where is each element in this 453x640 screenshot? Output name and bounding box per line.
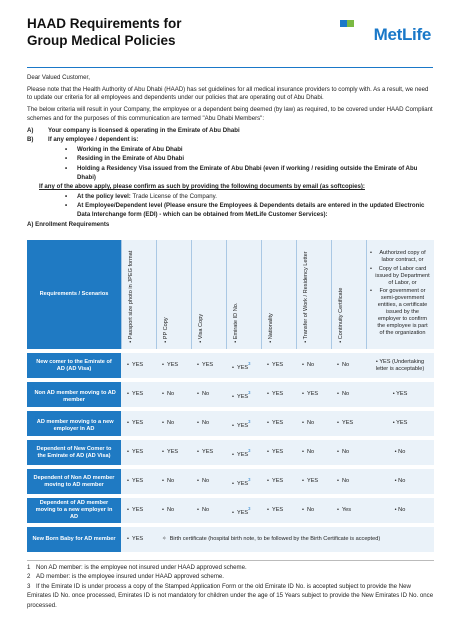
table-cell: • YES <box>121 436 156 465</box>
table-header-row <box>27 240 434 349</box>
col-header-photo: • Passport size photo in JPEG format <box>121 240 156 349</box>
col-header-labor-documents <box>366 240 434 349</box>
table-cell: • YES <box>121 523 156 552</box>
table-cell: • YES <box>191 436 226 465</box>
table-cell: • YES <box>156 436 191 465</box>
corner-header: Requirements / Scenarios <box>27 240 121 349</box>
footnote-ref: 1 <box>32 386 35 391</box>
letter-body <box>27 74 434 230</box>
table-cell: • YES <box>261 494 296 523</box>
table-cell: • No <box>331 378 366 407</box>
table-cell: • YES$^3$ <box>226 494 261 523</box>
criterion-a: A) Your company is licensed & operating in the Emirate of Abu Dhabi <box>27 126 240 134</box>
col-header-pp-copy: • PP Copy <box>156 240 191 349</box>
table-cell: • YES <box>156 349 191 378</box>
table-cell: • YES <box>261 436 296 465</box>
criterion-b-item-3: • Holding a Residency Visa issued from the Emirate of Abu Dhabi (even if working / residing outside the Emirate of Abu Dhabi) <box>65 164 418 181</box>
title-line-2: Group Medical Policies <box>27 33 176 48</box>
table-cell: • YES <box>366 407 434 436</box>
footnote-3: 3 If the Emirate ID is under process a copy of the Stamped Application Form or the old Emirate ID No. is accepted subject to provide the New Emirates ID No. once processed, Emirates ID is not mandatory for children under the age of 15 Years subject to provide the New Emirates ID No. once processed. <box>27 582 434 609</box>
table-cell: • YES <box>191 349 226 378</box>
requirements-table <box>27 240 434 552</box>
footnote-2: 2 AD member: is the employee insured under HAAD approved scheme. <box>27 573 224 581</box>
table-cell: • YES <box>366 378 434 407</box>
table-cell: • No <box>366 465 434 494</box>
metlife-blue-square-icon <box>339 14 357 32</box>
table-cell: • No <box>366 494 434 523</box>
table-row <box>27 465 434 494</box>
newborn-note: ✧ Birth certificate (hospital birth note, to be followed by the Birth Certificate is accepted) <box>156 523 434 552</box>
table-row-newborn <box>27 523 434 552</box>
footnote-ref: 3 <box>248 360 251 366</box>
row-label: Dependent of Non AD member moving to AD member <box>27 465 121 494</box>
table-cell: • No <box>191 407 226 436</box>
footnote-ref: 2 <box>34 415 37 420</box>
table-cell: • YES <box>121 378 156 407</box>
table-row <box>27 407 434 436</box>
table-cell: • No <box>366 436 434 465</box>
table-cell: • No <box>296 494 331 523</box>
table-row <box>27 378 434 407</box>
page-header <box>0 0 453 62</box>
table-cell: • YES <box>121 349 156 378</box>
table-cell: • YES <box>261 407 296 436</box>
table-cell: • YES <box>261 378 296 407</box>
col-header-nationality: • Nationality <box>261 240 296 349</box>
table-cell: • YES$^3$ <box>226 378 261 407</box>
footnote-ref: 3 <box>248 447 251 453</box>
metlife-logo <box>339 14 431 50</box>
policy-level-item: • At the policy level: Trade License of the Company. <box>65 192 217 200</box>
row-label: $^1$Non AD member moving to AD member <box>27 378 121 407</box>
employee-level-item: • At Employee/Dependent level (Please ensure the Employees & Dependents details are entered in the updated Electronic Data Interchange form (EDI) - which can be obtained from MetLife Customer Services): <box>65 202 425 218</box>
table-cell: • No <box>156 494 191 523</box>
table-cell: • No <box>296 349 331 378</box>
table-row <box>27 349 434 378</box>
table-cell: • No <box>331 465 366 494</box>
header-divider <box>27 67 433 68</box>
table-cell: • No <box>191 494 226 523</box>
row-label: New Born Baby for AD member <box>27 523 121 552</box>
row-label: Dependent of New Comer to the Emirate of AD (AD Visa) <box>27 436 121 465</box>
table-cell: • No <box>156 407 191 436</box>
table-row <box>27 494 434 523</box>
table-cell: • No <box>191 465 226 494</box>
salutation: Dear Valued Customer, <box>27 74 90 81</box>
table-cell: • No <box>296 436 331 465</box>
col-header-visa-copy: • Visa Copy <box>191 240 226 349</box>
table-cell: • No <box>296 407 331 436</box>
footnotes <box>27 560 434 610</box>
table-body <box>27 349 434 523</box>
logo-text: MetLife <box>373 25 431 44</box>
col-header-transfer-letter: • Transfer of Work / Residency Letter <box>296 240 331 349</box>
table-cell: • YES <box>331 407 366 436</box>
table-cell: • YES <box>261 349 296 378</box>
table-cell: • YES <box>121 407 156 436</box>
table-cell: • No <box>156 465 191 494</box>
table-cell: • YES$^3$ <box>226 436 261 465</box>
section-heading: A) Enrollment Requirements <box>27 221 110 229</box>
table-cell: • No <box>156 378 191 407</box>
footnote-ref: 3 <box>248 418 251 424</box>
criterion-b: B) If any employee / dependent is: <box>27 136 139 144</box>
row-label: Dependent of AD member moving to a new employer in AD <box>27 494 121 523</box>
footnote-ref: 3 <box>248 505 251 511</box>
col-header-continuity-certificate: • Continuity Certificate <box>331 240 366 349</box>
paragraph-2: The below criteria will result in your Company, the employee or a dependent being deemed (by law) as required, to be covered under HAAD Compliant schemes and for the purposes of this communication are termed "Abu Dhabi Members": <box>27 106 433 122</box>
title-line-1: HAAD Requirements for <box>27 16 182 31</box>
row-label: New comer to the Emirate of AD (AD Visa) <box>27 349 121 378</box>
table-cell: • YES <box>121 494 156 523</box>
labor-doc-item: • Copy of Labor card issued by Department of Labor, or <box>375 266 430 287</box>
paragraph-1: Please note that the Health Authority of Abu Dhabi (HAAD) has set guidelines for all medical insurance providers to comply with. As a result, we need to update our criteria for all employees and dependents under our policies that are operating out of Abu Dhabi. <box>27 85 429 102</box>
page-title <box>27 15 287 49</box>
apply-instruction: If any of the above apply, please confirm as such by providing the following documents by email (as softcopies): <box>39 183 365 191</box>
footnote-ref: 3 <box>248 476 251 482</box>
table-cell: • YES$^3$ <box>226 407 261 436</box>
table-cell: • YES$^3$ <box>226 349 261 378</box>
table-cell: • YES$^3$ <box>226 465 261 494</box>
col-header-emirate-id: • Emirate ID No. <box>226 240 261 349</box>
table-row <box>27 436 434 465</box>
row-label: $^2$AD member moving to a new employer in AD <box>27 407 121 436</box>
table-cell: • YES <box>296 465 331 494</box>
table-cell: • No <box>331 349 366 378</box>
table-cell: • No <box>331 436 366 465</box>
table-cell: • Yes <box>331 494 366 523</box>
table-cell: • YES <box>261 465 296 494</box>
table-cell: • No <box>191 378 226 407</box>
table-cell: • YES <box>121 465 156 494</box>
footnote-1: 1 Non AD member: is the employee not insured under HAAD approved scheme. <box>27 564 247 571</box>
table-cell: • YES <box>296 378 331 407</box>
criterion-b-item-1: • Working in the Emirate of Abu Dhabi <box>65 145 183 153</box>
table-cell: • YES (Undertaking letter is acceptable) <box>366 349 434 378</box>
labor-doc-item: • Authorized copy of labor contract, or <box>375 250 430 264</box>
criterion-b-item-2: • Residing in the Emirate of Abu Dhabi <box>65 155 185 163</box>
footnote-ref: 3 <box>248 389 251 395</box>
labor-doc-item: • For government or semi-government entities, a certificate issued by the employer to confirm the employee is part of the organization <box>375 288 430 337</box>
